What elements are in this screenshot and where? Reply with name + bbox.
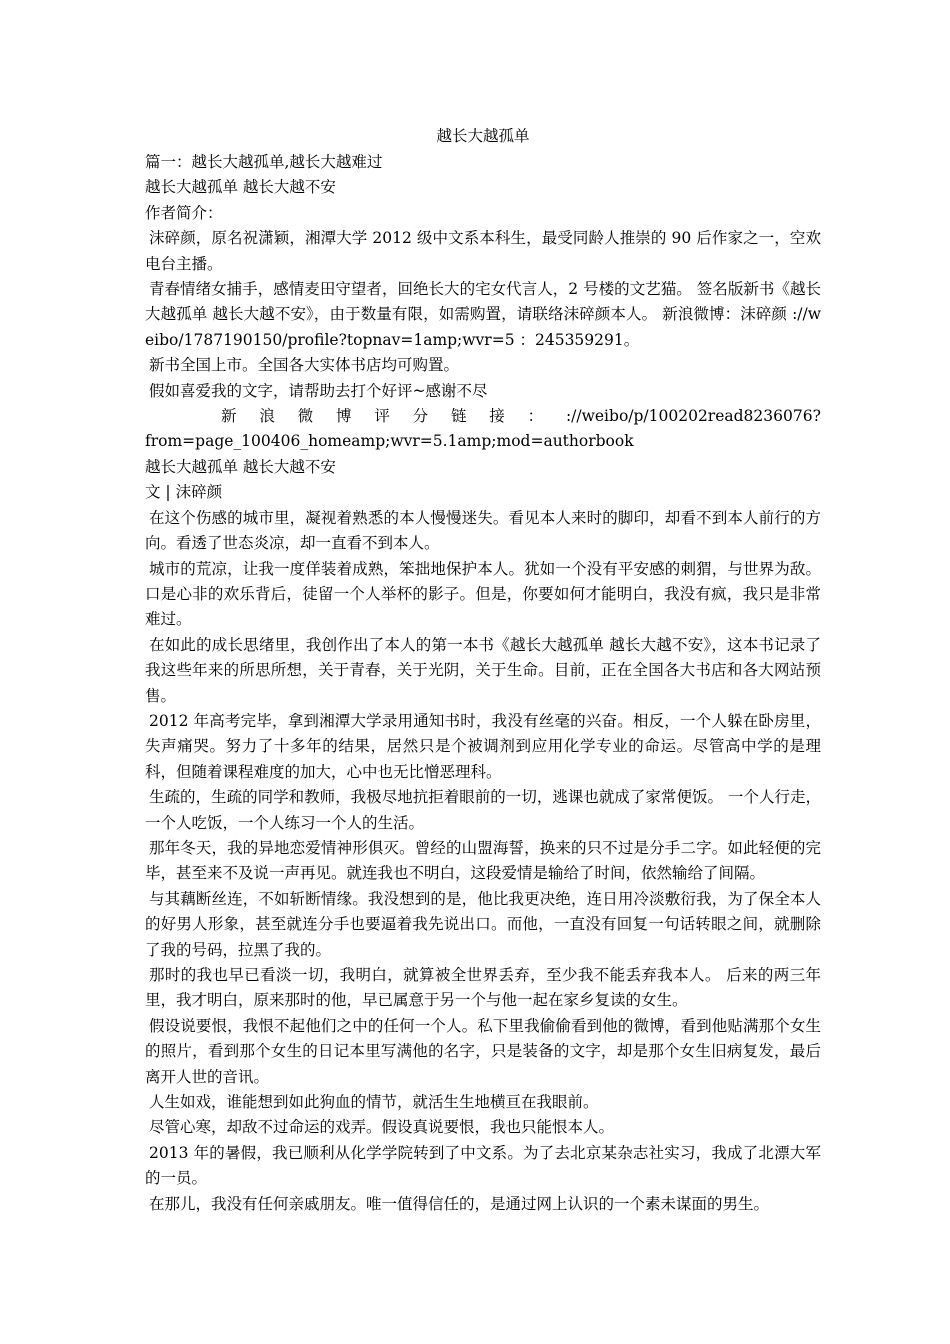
review-link-url: ://weibo/p/100202read8236076? [565, 407, 821, 426]
body-paragraph: 生疏的，生疏的同学和教师，我极尽地抗拒着眼前的一切，逃课也就成了家常便饭。 一个人行走，一个人吃饭，一个人练习一个人的生活。 [145, 788, 821, 832]
body-paragraph: 那时的我也早已看淡一切，我明白，就算被全世界丢弃，至少我不能丢弃我本人。 后来的两三年里，我才明白，原来那时的他，早已属意于另一个与他一起在家乡复读的女生。 [145, 966, 821, 1010]
body-paragraph: 2013 年的暑假，我已顺利从化学学院转到了中文系。为了去北京某杂志社实习，我成了北漂大军的一员。 [145, 1143, 821, 1188]
link-label-char: 评 [374, 407, 390, 426]
chapter-heading: 篇一：越长大越孤单,越长大越难过 [145, 153, 383, 171]
link-label-char: ： [527, 407, 544, 426]
body-paragraph: 在如此的成长思绪里，我创作出了本人的第一本书《越长大越孤单 越长大越不安》，这本书记录了我这些年来的所思所想，关于青春，关于光阴，关于生命。目前，正在全国各大书店和各大网站预售。 [145, 635, 821, 705]
body-paragraph: 城市的荒凉，让我一度佯装着成熟，笨拙地保护本人。犹如一个没有平安感的刺猬，与世界为敌。口是心非的欢乐背后，徒留一个人举杯的影子。但是，你要如何才能明白，我没有疯，我只是非常难过。 [145, 559, 821, 629]
link-label-char: 分 [412, 407, 429, 426]
link-label-char: 新 [221, 407, 237, 426]
book-title-line: 越长大越孤单 越长大越不安 [145, 178, 336, 197]
intro-paragraph: 新书全国上市。全国各大实体书店均可购置。 [149, 356, 460, 375]
link-label-char: 链 [450, 407, 467, 426]
link-label-char: 博 [335, 407, 352, 426]
body-paragraph: 在那儿，我没有任何亲戚朋友。唯一值得信任的，是通过网上认识的一个素未谋面的男生。 [149, 1194, 770, 1213]
review-link-url-continuation: from=page_100406_homeamp;wvr=5.1amp;mod=authorbook [145, 432, 634, 451]
document-title: 越长大越孤单 [436, 127, 530, 145]
link-label-char: 微 [297, 407, 314, 426]
author-intro-heading: 作者简介： [145, 203, 223, 222]
document-page [145, 124, 821, 1217]
body-paragraph: 尽管心寒，却敌不过命运的戏弄。假设真说要恨，我也只能恨本人。 [149, 1118, 615, 1137]
body-paragraph: 那年冬天，我的异地恋爱情神形俱灭。曾经的山盟海誓，换来的只不过是分手二字。如此轻便的完毕，甚至来不及说一声再见。就连我也不明白，这段爱情是输给了时间，依然输给了间隔。 [145, 838, 821, 883]
body-paragraph: 假设说要恨，我恨不起他们之中的任何一个人。私下里我偷偷看到他的微博，看到他贴满那个女生的照片，看到那个女生的日记本里写满他的名字，只是装备的文字，却是那个女生旧病复发，最后离开人世的音讯。 [145, 1016, 821, 1086]
body-paragraph: 2012 年高考完毕，拿到湘潭大学录用通知书时，我没有丝毫的兴奋。相反，一个人躲在卧房里，失声痛哭。努力了十多年的结果，居然只是个被调剂到应用化学专业的命运。尽管高中学的是理科，但随着课程难度的加大，心中也无比憎恶理科。 [145, 711, 821, 781]
link-label-char: 浪 [259, 407, 275, 426]
body-paragraph: 在这个伤感的城市里，凝视着熟悉的本人慢慢迷失。看见本人来时的脚印，却看不到本人前行的方向。看透了世态炎凉，却一直看不到本人。 [145, 508, 821, 553]
review-link-line [145, 404, 821, 429]
book-title-line: 越长大越孤单 越长大越不安 [145, 457, 336, 476]
body-paragraph: 人生如戏，谁能想到如此狗血的情节，就活生生地横亘在我眼前。 [149, 1093, 599, 1112]
body-paragraph: 与其藕断丝连，不如斩断情缘。我没想到的是，他比我更决绝，连日用冷淡敷衍我，为了保全本人的好男人形象，甚至就连分手也要逼着我先说出口。而他，一直没有回复一句话转眼之间，就删除了我的号码，拉黑了我的。 [145, 889, 821, 959]
intro-paragraph: 沫碎颜，原名祝潇颖，湘潭大学 2012 级中文系本科生，最受同龄人推崇的 90 后作家之一，空欢电台主播。 [145, 229, 821, 273]
intro-paragraph: 青春情绪女捕手，感情麦田守望者，回绝长大的宅女代言人，2 号楼的文艺猫。 签名版新书《越长大越孤单 越长大越不安》，由于数量有限，如需购置，请联络沫碎颜本人。 新浪微博：沫碎颜 ://weibo/1787190150/profile?topnav=1amp;wvr=5 ：245359291。 [145, 280, 821, 349]
intro-paragraph: 假如喜爱我的文字，请帮助去打个好评~感谢不尽 [149, 381, 488, 400]
link-label-char: 接 [489, 407, 505, 426]
author-byline: 文 | 沫碎颜 [145, 483, 223, 502]
